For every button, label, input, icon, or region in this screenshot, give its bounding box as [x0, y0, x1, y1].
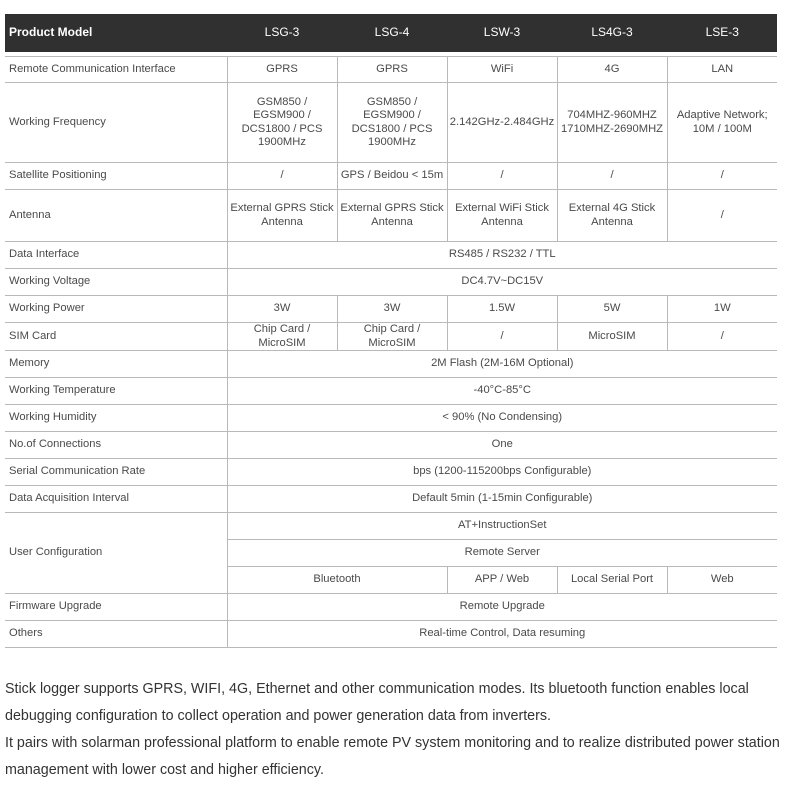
table-row — [5, 486, 777, 513]
cell: External GPRS Stick Antenna — [337, 190, 447, 242]
row-label: Serial Communication Rate — [5, 459, 227, 486]
cell: External 4G Stick Antenna — [557, 190, 667, 242]
table-row — [5, 594, 777, 621]
table-row — [5, 459, 777, 486]
table-row — [5, 242, 777, 269]
model-lsg4: LSG-4 — [337, 15, 447, 52]
description — [5, 676, 795, 784]
row-label: Working Power — [5, 296, 227, 323]
cell: / — [667, 190, 777, 242]
cell: / — [557, 163, 667, 190]
cell: bps (1200-115200bps Configurable) — [227, 459, 777, 486]
cell: DC4.7V~DC15V — [227, 269, 777, 296]
model-lse3: LSE-3 — [667, 15, 777, 52]
cell: Real-time Control, Data resuming — [227, 621, 777, 648]
row-label: Working Voltage — [5, 269, 227, 296]
row-label: Antenna — [5, 190, 227, 242]
table-row — [5, 163, 777, 190]
cell: / — [227, 163, 337, 190]
table-row — [5, 621, 777, 648]
cell: Local Serial Port — [557, 567, 667, 594]
cell: 1.5W — [447, 296, 557, 323]
spec-table — [5, 14, 777, 648]
cell: Bluetooth — [227, 567, 447, 594]
cell: -40°C-85°C — [227, 378, 777, 405]
cell: One — [227, 432, 777, 459]
cell: Remote Upgrade — [227, 594, 777, 621]
table-row — [5, 83, 777, 163]
cell: External WiFi Stick Antenna — [447, 190, 557, 242]
cell: MicroSIM — [557, 323, 667, 351]
cell: GPS / Beidou < 15m — [337, 163, 447, 190]
cell: Default 5min (1-15min Configurable) — [227, 486, 777, 513]
table-row — [5, 57, 777, 83]
cell: 3W — [337, 296, 447, 323]
cell: 2.142GHz-2.484GHz — [447, 83, 557, 163]
cell: / — [447, 323, 557, 351]
description-paragraph: It pairs with solarman professional platform to enable remote PV system monitoring and to realize distributed power station management with lower cost and higher efficiency. — [5, 735, 780, 778]
cell: LAN — [667, 57, 777, 83]
row-label: Working Humidity — [5, 405, 227, 432]
table-row — [5, 513, 777, 540]
table-row — [5, 432, 777, 459]
cell: 2M Flash (2M-16M Optional) — [227, 351, 777, 378]
table-row — [5, 405, 777, 432]
table-row — [5, 190, 777, 242]
row-label: Firmware Upgrade — [5, 594, 227, 621]
description-paragraph: Stick logger supports GPRS, WIFI, 4G, Ethernet and other communication modes. Its bluetooth function enables local debugging configuration to collect operation and power generation data from inverters. — [5, 681, 749, 724]
cell: 5W — [557, 296, 667, 323]
cell: 3W — [227, 296, 337, 323]
table-row — [5, 296, 777, 323]
table-row — [5, 351, 777, 378]
row-label: No.of Connections — [5, 432, 227, 459]
model-lsw3: LSW-3 — [447, 15, 557, 52]
cell: APP / Web — [447, 567, 557, 594]
cell: Adaptive Network; 10M / 100M — [667, 83, 777, 163]
cell: GPRS — [337, 57, 447, 83]
cell: / — [447, 163, 557, 190]
cell: RS485 / RS232 / TTL — [227, 242, 777, 269]
table-row — [5, 323, 777, 351]
table-row — [5, 378, 777, 405]
cell: Chip Card / MicroSIM — [337, 323, 447, 351]
row-label: Remote Communication Interface — [5, 57, 227, 83]
cell: AT+InstructionSet — [227, 513, 777, 540]
cell: GSM850 / EGSM900 / DCS1800 / PCS 1900MHz — [227, 83, 337, 163]
cell: Chip Card / MicroSIM — [227, 323, 337, 351]
row-label: SIM Card — [5, 323, 227, 351]
row-label: Memory — [5, 351, 227, 378]
cell: / — [667, 323, 777, 351]
cell: < 90% (No Condensing) — [227, 405, 777, 432]
row-label: User Configuration — [5, 513, 227, 594]
row-label: Satellite Positioning — [5, 163, 227, 190]
cell: External GPRS Stick Antenna — [227, 190, 337, 242]
cell: Web — [667, 567, 777, 594]
table-header-row — [5, 15, 777, 52]
row-label: Data Acquisition Interval — [5, 486, 227, 513]
row-label: Data Interface — [5, 242, 227, 269]
cell: 704MHZ-960MHZ 1710MHZ-2690MHZ — [557, 83, 667, 163]
cell: GPRS — [227, 57, 337, 83]
cell: / — [667, 163, 777, 190]
cell: Remote Server — [227, 540, 777, 567]
row-label: Working Temperature — [5, 378, 227, 405]
model-lsg3: LSG-3 — [227, 15, 337, 52]
row-label: Working Frequency — [5, 83, 227, 163]
cell: GSM850 / EGSM900 / DCS1800 / PCS 1900MHz — [337, 83, 447, 163]
table-row — [5, 269, 777, 296]
model-ls4g3: LS4G-3 — [557, 15, 667, 52]
cell: WiFi — [447, 57, 557, 83]
cell: 1W — [667, 296, 777, 323]
header-label: Product Model — [5, 15, 227, 52]
cell: 4G — [557, 57, 667, 83]
row-label: Others — [5, 621, 227, 648]
